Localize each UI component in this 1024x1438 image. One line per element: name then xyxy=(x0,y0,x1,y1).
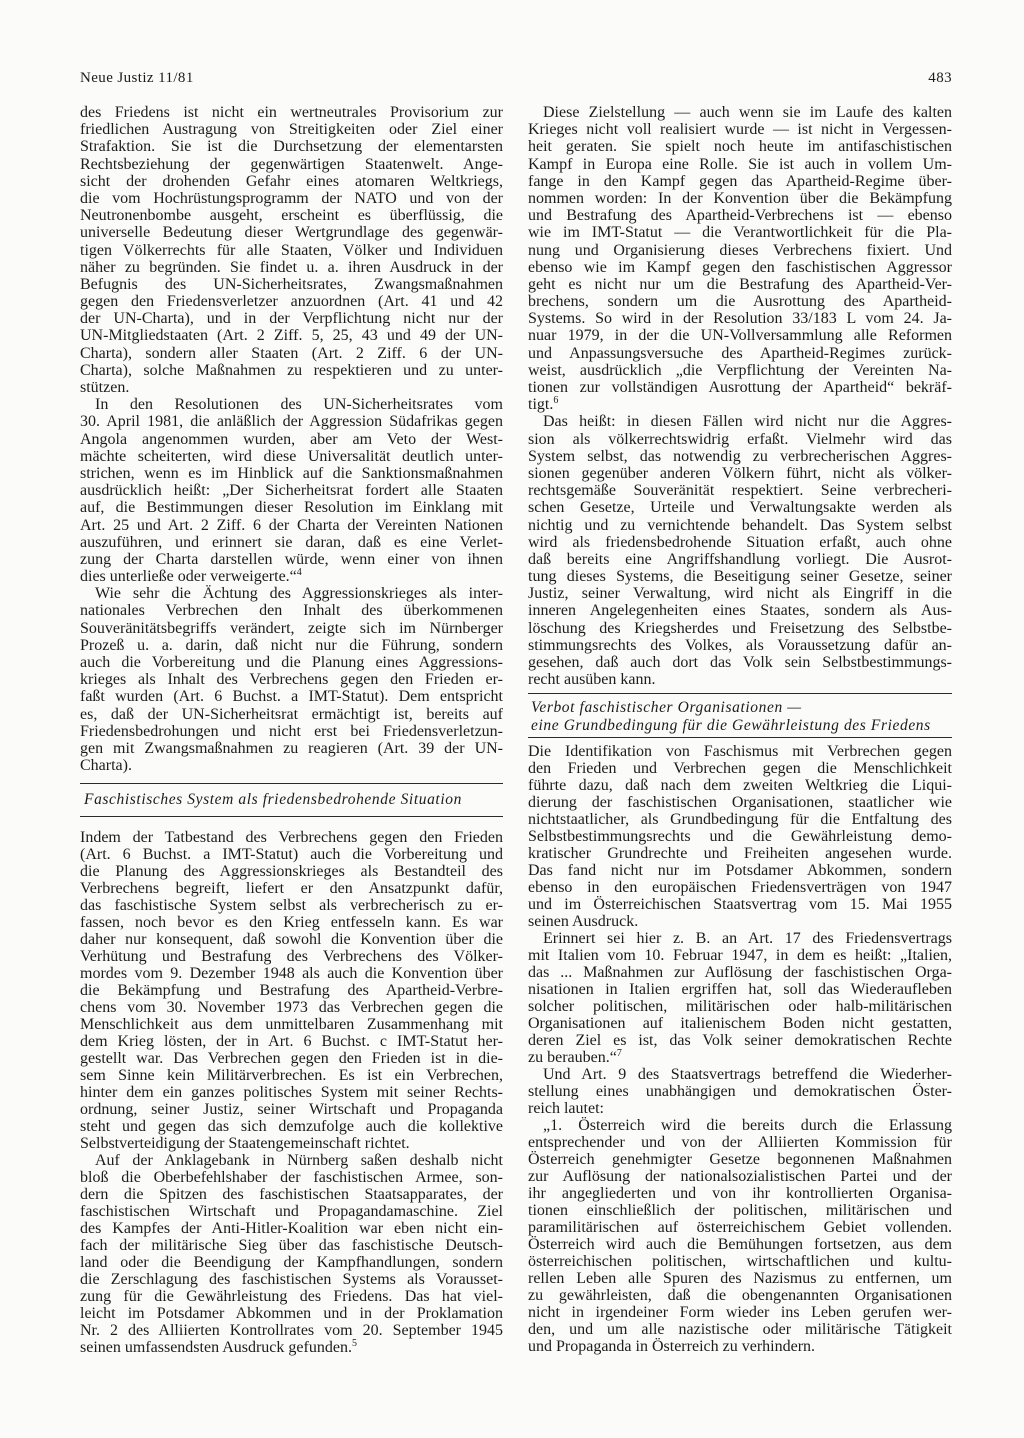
text-line: auch die Vorbereitung und die Planung eines Aggressions- xyxy=(80,654,503,671)
text-line: hinter dem ein ganzes politisches System mit seiner Rechts- xyxy=(80,1083,503,1101)
text-line: gen mit Zwangsmaßnahmen zu reagieren (Art. 39 der UN- xyxy=(80,739,503,757)
text-line: Organisationen auf italienischem Boden nicht gestatten, xyxy=(528,1015,952,1033)
text-line: reich lautet: xyxy=(528,1100,604,1118)
text-line: löschung des Kriegsherdes und Freisetzung des Selbstbe- xyxy=(528,619,952,637)
paragraph xyxy=(80,829,503,1152)
text-line: sem Sinne kein Militärverbrechen. Es ist ein Verbrechen, xyxy=(80,1066,503,1084)
footnote-marker: 4 xyxy=(296,567,302,579)
text-line: UN-Mitgliedstaaten (Art. 2 Ziff. 5, 25, 43 und 49 der UN- xyxy=(80,327,503,345)
running-head xyxy=(80,69,952,87)
footnote-marker: 5 xyxy=(351,1337,357,1349)
text-line: dierung der faschistischen Organisationen, staatlicher wie xyxy=(528,794,952,812)
text-line: zung der Charta darstellen würde, wenn einer von ihnen xyxy=(80,550,503,568)
text-line: zu gewährleisten, daß die obengenannten Organisationen xyxy=(528,1287,952,1305)
text-line: den Frieden und Verbrechen gegen die Menschlichkeit xyxy=(528,760,952,778)
text-line: Das fand nicht nur im Potsdamer Abkommen, sondern xyxy=(528,862,952,880)
text-line: das faschistische System selbst als verbrecherisch zu er- xyxy=(80,896,503,914)
paragraph xyxy=(528,1066,952,1117)
text-line xyxy=(80,568,503,585)
text-line: Verbrechens begreift, liefert er den Ansatzpunkt dafür, xyxy=(80,879,503,897)
text-line: eine Grundbedingung für die Gewährleistung des Friedens xyxy=(531,716,931,734)
text-line: bloß die Oberbefehlshaber der faschistischen Armee, son- xyxy=(80,1168,503,1186)
text-line: rellen Leben alle Spuren des Nazismus zu entfernen, um xyxy=(528,1270,952,1288)
text-line: österreichischen politischen, wirtschaftlichen und kultu- xyxy=(528,1253,952,1271)
text-line: Friedensbedrohungen und nicht erst bei Friedensverletzun- xyxy=(80,722,503,740)
text-line: wie im IMT-Statut — die Verantwortlichkeit für die Pla- xyxy=(528,224,952,242)
text-line: Erinnert sei hier z. B. an Art. 17 des Friedensvertrags xyxy=(543,930,952,948)
text-line: Österreich genehmigter Gesetze begonnenen Maßnahmen xyxy=(528,1151,952,1169)
text-line: Verhütung und Bestrafung des Verbrechens des Völker- xyxy=(80,947,503,965)
text-line-content: zu berauben.“ xyxy=(528,1049,617,1067)
text-line: Strafaktion. Sie ist die Durchsetzung der elementarsten xyxy=(80,138,503,156)
text-line: es, daß der UN-Sicherheitsrat ermächtigt ist, bereits auf xyxy=(80,705,503,723)
text-line: näher zu begründen. Sie findet u. a. ihren Ausdruck in der xyxy=(80,258,503,276)
text-line: Charta), sondern aller Staaten (Art. 2 Ziff. 6 der UN- xyxy=(80,344,503,362)
text-line: geht es nicht nur um die Bestrafung des Apartheid-Ver- xyxy=(528,275,952,293)
text-line: paramilitärischen auf österreichischem Gebiet vollenden. xyxy=(528,1219,952,1237)
text-line: strichen, wenn es im Hinblick auf die Sanktionsmaßnahmen xyxy=(80,464,503,482)
text-line: Kampf in Europa eine Rolle. Sie ist auch in vollem Um- xyxy=(528,155,952,173)
text-line: fassen, noch bevor es den Krieg entfesseln kann. Es war xyxy=(80,913,503,931)
text-line-content: dies unterließe oder verweigerte.“ xyxy=(80,568,297,586)
text-line: inneren Angelegenheiten eines Staates, sondern als Aus- xyxy=(528,602,952,620)
text-line: und im Österreichischen Staatsvertrag vom 15. Mai 1955 xyxy=(528,896,952,914)
right-column xyxy=(528,104,952,1355)
footnote-marker: 7 xyxy=(616,1048,622,1060)
text-line: stellung eines unabhängigen und demokratischen Öster- xyxy=(528,1083,952,1101)
text-line: dern die Spitzen des faschistischen Staatsapparates, der xyxy=(80,1185,503,1203)
text-line: des Friedens ist nicht ein wertneutrales Provisorium zur xyxy=(80,104,503,121)
text-line: krieges als Inhalt des Verbrechens gegen den Frieden er- xyxy=(80,671,503,689)
text-line: Selbstverteidigung der Staatengemeinschaft richtet. xyxy=(80,1134,410,1152)
text-line: universelle Bedeutung dieser Wertgrundlage des gegenwär- xyxy=(80,224,503,242)
text-line: die Bekämpfung und Bestrafung des Apartheid-Verbre- xyxy=(80,981,503,999)
text-line: gesehen, daß auch dort das Volk sein Selbstbestimmungs- xyxy=(528,654,952,671)
page-number: 483 xyxy=(928,70,952,86)
text-line: land oder die Beendigung der Kampfhandlungen, sondern xyxy=(80,1253,503,1271)
text-line: faßt wurden (Art. 6 Buchst. a IMT-Statut). Dem entspricht xyxy=(80,688,503,706)
text-line: mit Italien vom 10. Februar 1947, in dem es heißt: „Italien, xyxy=(528,947,952,965)
text-line: Wie sehr die Ächtung des Aggressionskrieges als inter- xyxy=(95,585,503,603)
text-line: Nr. 2 des Alliierten Kontrollrates vom 20. September 1945 xyxy=(80,1321,503,1339)
text-line: entsprechender und von der Alliierten Kommission für xyxy=(528,1134,952,1152)
text-line: fach der militärische Sieg über das faschistische Deutsch- xyxy=(80,1236,503,1254)
text-line: nuar 1979, in der die UN-Vollversammlung alle Reformen xyxy=(528,327,952,345)
text-line: und Anpassungsversuche des Apartheid-Regimes zurück- xyxy=(528,344,952,362)
text-line: nisationen in Italien ergriffen hat, soll das Wiederaufleben xyxy=(528,981,952,999)
text-line: ihr angegliederten und von ihr kontrollierten Organisa- xyxy=(528,1185,952,1203)
text-line: tung dieses Systems, die Beseitigung seiner Gesetze, seiner xyxy=(528,568,952,586)
text-line: tigen Völkerrechts für alle Staaten, Völker und Individuen xyxy=(80,241,503,259)
text-line: wird als friedensbedrohende Situation erfaßt, auch ohne xyxy=(528,533,952,551)
paragraph xyxy=(528,930,952,1066)
paragraph xyxy=(80,396,503,585)
text-line xyxy=(528,1049,952,1066)
text-line: tionen einschließlich der politischen, militärischen und xyxy=(528,1202,952,1220)
text-line: mächte scheiterten, wird diese Universalität deutlich unter- xyxy=(80,447,503,465)
text-line: Österreich wird auch die Bemühungen fortsetzen, aus dem xyxy=(528,1236,952,1254)
text-line: Art. 25 und Art. 2 Ziff. 6 der Charta der Vereinten Nationen xyxy=(80,516,503,534)
text-line: ausdrücklich heißt: „Der Sicherheitsrat fordert alle Staaten xyxy=(80,482,503,500)
text-line: daß bereits eine Angriffshandlung vorliegt. Die Ausrot- xyxy=(528,550,952,568)
paragraph xyxy=(528,743,952,930)
text-line: auszuführen, und erinnert sie daran, daß es eine Verlet- xyxy=(80,533,503,551)
paragraph xyxy=(80,1152,503,1356)
text-line: das ... Maßnahmen zur Auflösung der faschistischen Orga- xyxy=(528,964,952,982)
text-line: Menschlichkeit aus dem unmittelbaren Zusammenhang mit xyxy=(80,1015,503,1033)
text-line: ebenso wie im Kampf gegen den faschistischen Aggressor xyxy=(528,258,952,276)
text-line: solcher politischen, militärischen oder halb-militärischen xyxy=(528,998,952,1016)
text-line: gegen den Friedensverletzer anzuordnen (Art. 41 und 42 xyxy=(80,293,503,311)
text-line: Verbot faschistischer Organisationen — xyxy=(531,699,802,717)
text-line: zung für die Gewährleistung des Friedens. Das hat viel- xyxy=(80,1287,503,1305)
text-line: Rechtsbeziehung der gegenwärtigen Staatenwelt. Ange- xyxy=(80,155,503,173)
text-line: die Zerschlagung des faschistischen Systems als Vorausset- xyxy=(80,1270,503,1288)
text-line: der UN-Charta), und in der Verpflichtung nicht nur der xyxy=(80,310,503,328)
text-line: leicht im Potsdamer Abkommen und in der Proklamation xyxy=(80,1304,503,1322)
text-line: die vom Hochrüstungsprogramm der NATO und von der xyxy=(80,189,503,207)
text-line: daher nur konsequent, daß sowohl die Konvention über die xyxy=(80,930,503,948)
text-line: Prozeß u. a. darin, daß nicht nur die Führung, sondern xyxy=(80,636,503,654)
text-line: Befugnis des UN-Sicherheitsrates, Zwangsmaßnahmen xyxy=(80,275,503,293)
text-line-content: tigt. xyxy=(528,396,554,414)
text-line: Angola angenommen wurden, aber am Veto der West- xyxy=(80,430,503,448)
text-line: und Bestrafung des Apartheid-Verbrechens ist — ebenso xyxy=(528,207,952,225)
footnote-marker: 6 xyxy=(553,395,559,407)
text-line: stimmungsrechts des Volkes, als Voraussetzung dafür an- xyxy=(528,636,952,654)
text-line: Die Identifikation von Faschismus mit Verbrechen gegen xyxy=(528,743,952,761)
text-line: ebenso in den europäischen Friedensverträgen von 1947 xyxy=(528,879,952,897)
section-heading xyxy=(528,693,952,737)
text-line: System selbst, das notwendig zu verbrecherischen Aggres- xyxy=(528,447,952,465)
text-line: die Planung des Aggressionskrieges als Bestandteil des xyxy=(80,862,503,880)
text-line: Diese Zielstellung — auch wenn sie im Laufe des kalten xyxy=(543,104,952,121)
text-line: und Propaganda in Österreich zu verhindern. xyxy=(528,1338,816,1356)
text-line: kratischer Grundrechte und Freiheiten angesehen wurde. xyxy=(528,845,952,863)
text-line: Selbstbestimmungsrechts und die Gewährleistung demo- xyxy=(528,828,952,846)
text-line: friedlichen Austragung von Streitigkeiten oder Ziel einer xyxy=(80,121,503,139)
text-line: auf, die Bestimmungen dieser Resolution im Einklang mit xyxy=(80,499,503,517)
text-line: sion als völkerrechtswidrig erfaßt. Vielmehr wird das xyxy=(528,430,952,448)
text-line: nationales Verbrechen den Inhalt des überkommenen xyxy=(80,602,503,620)
paragraph xyxy=(80,104,503,396)
text-line: Indem der Tatbestand des Verbrechens gegen den Frieden xyxy=(80,828,503,846)
text-line: Krieges nicht voll realisiert wurde — ist nicht in Vergessen- xyxy=(528,121,952,139)
text-line: seinen Ausdruck. xyxy=(528,913,639,931)
text-line: nicht in irgendeiner Form wieder ins Leben gerufen wer- xyxy=(528,1304,952,1322)
text-line: des Kampfes der Anti-Hitler-Koalition war eben nicht ein- xyxy=(80,1219,503,1237)
text-line xyxy=(80,1339,503,1356)
text-line: steht und gegen das sich demzufolge auch die kollektive xyxy=(80,1117,503,1135)
text-line: In den Resolutionen des UN-Sicherheitsrates vom xyxy=(95,396,503,414)
paragraph xyxy=(528,104,952,413)
text-line: führte dazu, daß nach dem zweiten Weltkrieg die Liqui- xyxy=(528,777,952,795)
section-heading xyxy=(80,783,503,816)
text-line: Justiz, seiner Verwaltung, wird nicht als Eingriff in die xyxy=(528,585,952,603)
text-line: Und Art. 9 des Staatsvertrags betreffend die Wiederher- xyxy=(543,1066,952,1084)
text-line: den, und um alle nazistische oder militärische Tätigkeit xyxy=(528,1321,952,1339)
text-line: ordnung, seiner Justiz, seiner Wirtschaft und Propaganda xyxy=(80,1100,503,1118)
text-line: rechtsgemäße Souveränität respektiert. Seine verbrecheri- xyxy=(528,482,952,500)
text-line: Faschistisches System als friedensbedrohende Situation xyxy=(84,791,462,809)
paragraph xyxy=(528,413,952,688)
text-line: nommen worden: In der Konvention über die Bekämpfung xyxy=(528,189,952,207)
text-line: brechens, sondern um die Ausrottung des Apartheid- xyxy=(528,293,952,311)
left-column xyxy=(80,104,503,1356)
text-line: mordes vom 9. Dezember 1948 als auch die Konvention über xyxy=(80,964,503,982)
text-line-content: seinen umfassendsten Ausdruck gefunden. xyxy=(80,1338,352,1356)
text-line: sicht der drohenden Gefahr eines atomaren Weltkriegs, xyxy=(80,172,503,190)
text-line: nung und Organisierung dieses Verbrechens fixiert. Und xyxy=(528,241,952,259)
text-line: Auf der Anklagebank in Nürnberg saßen deshalb nicht xyxy=(95,1151,503,1169)
text-line: tionen zur vollständigen Ausrottung der Apartheid“ bekräf- xyxy=(528,379,952,396)
text-line: 30. April 1981, die anläßlich der Aggression Südafrikas gegen xyxy=(80,413,503,431)
text-line: heit geraten. Sie spielt noch heute im antifaschistischen xyxy=(528,138,952,156)
paragraph xyxy=(80,585,503,774)
text-line: Souveränitätsbegriffs verändert, zeigte sich im Nürnberger xyxy=(80,619,503,637)
text-line: Das heißt: in diesen Fällen wird nicht nur die Aggres- xyxy=(543,413,952,431)
text-line: nichtig und zu vernichtende behandelt. Das System selbst xyxy=(528,516,952,534)
text-line: Charta), solche Maßnahmen zu respektieren und zu unter- xyxy=(80,361,503,379)
text-line: faschistischen Wirtschaft und Propagandamaschine. Ziel xyxy=(80,1202,503,1220)
text-line: (Art. 6 Buchst. a IMT-Statut) auch die Vorbereitung und xyxy=(80,845,503,863)
text-line: deren Ziel es ist, das Volk seiner demokratischen Rechte xyxy=(528,1032,952,1050)
text-line: dem Krieg lösten, der in Art. 6 Buchst. c IMT-Statut her- xyxy=(80,1032,503,1050)
text-line: fange in den Kampf gegen das Apartheid-Regime über- xyxy=(528,172,952,190)
text-line: Neutronenbombe ausgeht, erscheint es überflüssig, die xyxy=(80,207,503,225)
journal-issue: Neue Justiz 11/81 xyxy=(80,70,194,86)
text-line xyxy=(528,396,952,413)
text-line: zur Auflösung der nationalsozialistischen Partei und der xyxy=(528,1168,952,1186)
text-line: schen Gesetze, Urteile und Verwaltungsakte werden als xyxy=(528,499,952,517)
text-line: „1. Österreich wird die bereits durch die Erlassung xyxy=(543,1117,952,1135)
text-line: Charta). xyxy=(80,757,132,775)
text-line: Systems. So wird in der Resolution 33/183 L vom 24. Ja- xyxy=(528,310,952,328)
paragraph xyxy=(528,1117,952,1355)
text-line: gestellt war. Das Verbrechen gegen den Frieden ist in die- xyxy=(80,1049,503,1067)
text-line: sionen gegenüber anderen Völkern führt, nicht als völker- xyxy=(528,464,952,482)
text-line: stützen. xyxy=(80,379,130,396)
text-line: recht ausüben kann. xyxy=(528,671,656,689)
text-line: weist, ausdrücklich „die Verpflichtung der Vereinten Na- xyxy=(528,361,952,379)
text-line: chens vom 30. November 1973 das Verbrechen gegen die xyxy=(80,998,503,1016)
text-line: nichtstaatlicher, als Grundbedingung für die Entfaltung des xyxy=(528,811,952,829)
